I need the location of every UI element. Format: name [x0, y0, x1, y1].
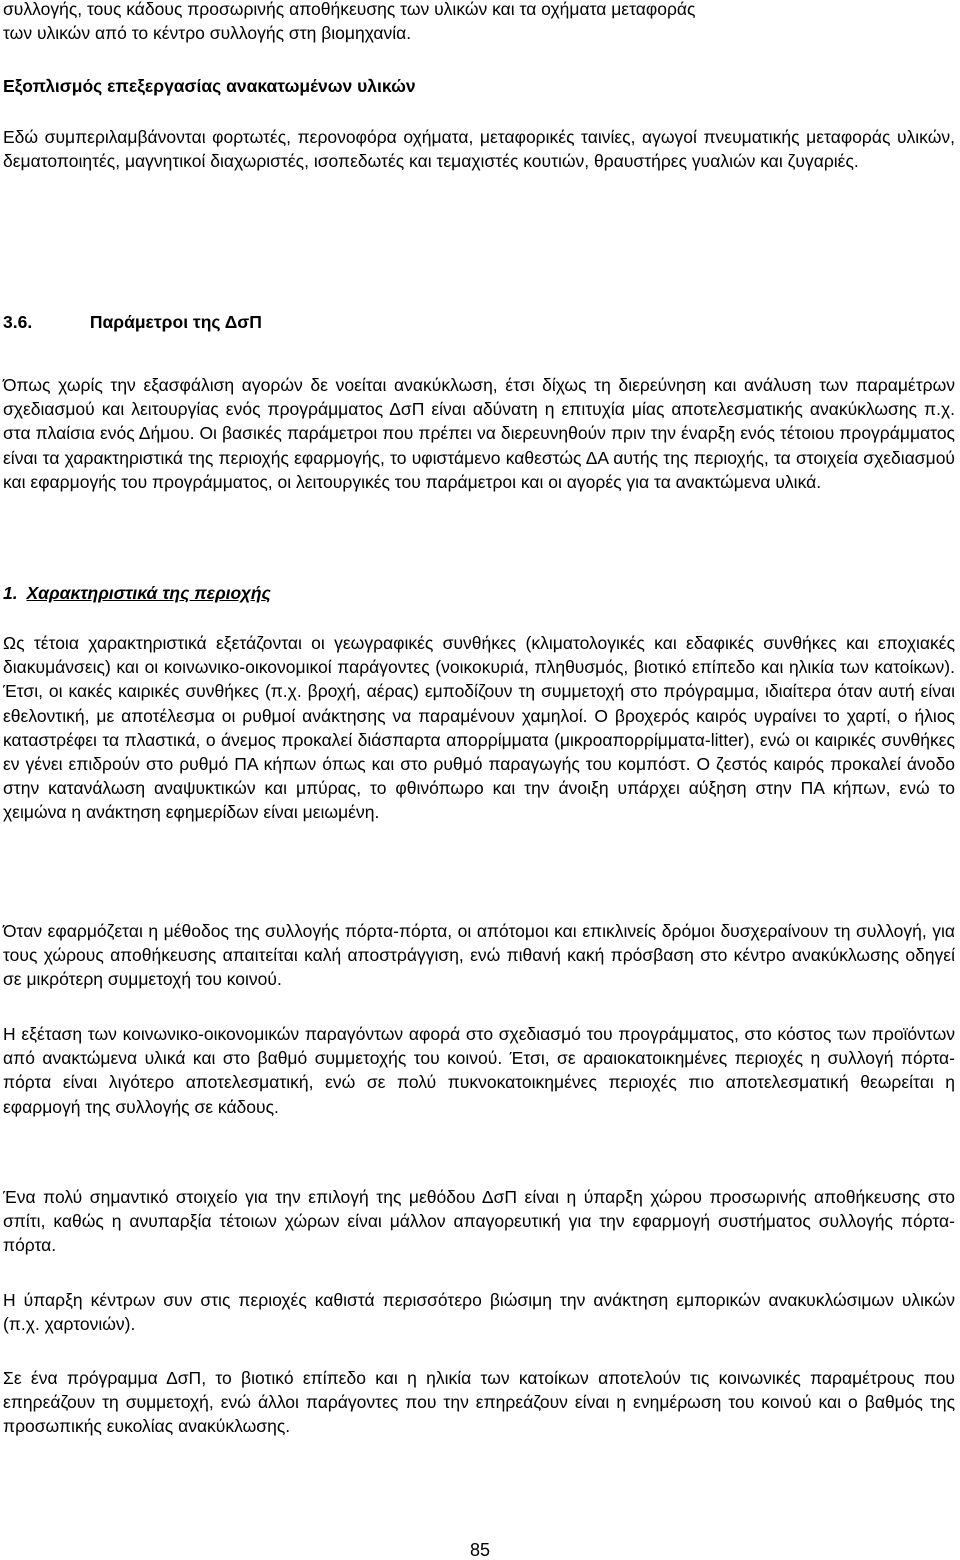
text-line: συλλογής, τους κάδους προσωρινής αποθήκευσης των υλικών και τα οχήματα μεταφοράς: [3, 0, 696, 19]
subsection-number: 1.: [3, 583, 18, 603]
section-title: Παράμετροι της ΔσΠ: [89, 312, 262, 332]
equipment-paragraph: Εδώ συμπεριλαμβάνονται φορτωτές, περονοφόρα οχήματα, μεταφορικές ταινίες, αγωγοί πνευματικής μεταφοράς υλικών, δεματοποιητές, μαγνητικοί διαχωριστές, ισοπεδωτές και τεμαχιστές κουτιών, θραυστήρες γυαλιών και ζυγαριές.: [3, 127, 955, 172]
subsection-title: Χαρακτηριστικά της περιοχής: [26, 583, 271, 603]
page-number: 85: [469, 1540, 491, 1560]
equipment-heading: Εξοπλισμός επεξεργασίας ανακατωμένων υλικών: [3, 76, 416, 96]
continued-paragraph: [3, 0, 955, 45]
text-line: των υλικών από το κέντρο συλλογής στη βιομηχανία.: [3, 23, 412, 44]
paragraph-living-standard: Σε ένα πρόγραμμα ΔσΠ, το βιοτικό επίπεδο και η ηλικία των κατοίκων αποτελούν τις κοινωνικές παραμέτρους που επηρεάζουν τη συμμετοχή, ενώ άλλοι παράγοντες που την επηρεάζουν είναι η ενημέρωση του κοινού και ο βαθμός της προσωπικής ευκολίας ανακύκλωσης.: [3, 1368, 955, 1437]
section-number: 3.6.: [3, 312, 33, 332]
paragraph-door-to-door: Όταν εφαρμόζεται η μέθοδος της συλλογής πόρτα-πόρτα, οι απότομοι και επικλινείς δρόμοι δυσχεραίνουν τη συλλογή, για τους χώρους αποθήκευσης απαιτείται καλή αποστράγγιση, ενώ πιθανή κακή πρόσβαση στο κέντρο ανακύκλωσης οδηγεί σε μικρότερη συμμετοχή του κοινού.: [3, 921, 955, 990]
paragraph-characteristics: Ως τέτοια χαρακτηριστικά εξετάζονται οι γεωγραφικές συνθήκες (κλιματολογικές και εδαφικές συνθήκες και εποχιακές διακυμάνσεις) και οι κοινωνικο-οικονομικοί παράγοντες (νοικοκυριά, πληθυσμός, βιοτικό επίπεδο και ηλικία των κατοίκων). Έτσι, οι κακές καιρικές συνθήκες (π.χ. βροχή, αέρας) εμποδίζουν τη συμμετοχή στο πρόγραμμα, ιδιαίτερα όταν αυτή είναι εθελοντική, με αποτέλεσμα οι ρυθμοί ανάκτησης να παραμένουν χαμηλοί. Ο βροχερός καιρός υγραίνει το χαρτί, ο ήλιος καταστρέφει τα πλαστικά, ο άνεμος προκαλεί διάσπαρτα απορρίμματα (μικροαπορρίμματα-litter), ενώ οι καιρικές συνθήκες εν γένει επιδρούν στο ρυθμό ΠΑ κήπων όπως και στο ρυθμό παραγωγής του κομπόστ. Ο ζεστός καιρός προκαλεί άνοδο στην κατανάλωση αναψυκτικών και μπύρας, το φθινόπωρο και την άνοιξη υπάρχει αύξηση στην ΠΑ κήπων, ενώ το χειμώνα η ανάκτηση εφημερίδων είναι μειωμένη.: [3, 633, 955, 823]
subsection-heading: [3, 581, 955, 605]
paragraph-socioeconomic: Η εξέταση των κοινωνικο-οικονομικών παραγόντων αφορά στο σχεδιασμό του προγράμματος, στο κόστος των προϊόντων από ανακτώμενα υλικά και στο βαθμό συμμετοχής του κοινού. Έτσι, σε αραιοκατοικημένες περιοχές η συλλογή πόρτα-πόρτα είναι λιγότερο αποτελεσματική, ενώ σε πολύ πυκνοκατοικημένες περιοχές πιο αποτελεσματική θεωρείται η εφαρμογή της συλλογής σε κάδους.: [3, 1024, 955, 1117]
paragraph-storage-space: Ένα πολύ σημαντικό στοιχείο για την επιλογή της μεθόδου ΔσΠ είναι η ύπαρξη χώρου προσωρινής αποθήκευσης στο σπίτι, καθώς η ανυπαρξία τέτοιων χώρων είναι μάλλον απαγορευτική για την εφαρμογή συστήματος συλλογής πόρτα-πόρτα.: [3, 1187, 955, 1256]
intro-paragraph: Όπως χωρίς την εξασφάλιση αγορών δε νοείται ανακύκλωση, έτσι δίχως τη διερεύνηση και ανάλυση των παραμέτρων σχεδιασμού και λειτουργίας ενός προγράμματος ΔσΠ είναι αδύνατη η επιτυχία μίας αποτελεσματικής ανακύκλωσης π.χ. στα πλαίσια ενός Δήμου. Οι βασικές παράμετροι που πρέπει να διερευνηθούν πριν την έναρξη ενός τέτοιου προγράμματος είναι τα χαρακτηριστικά της περιοχής εφαρμογής, το υφιστάμενο καθεστώς ΔΑ αυτής της περιοχής, τα στοιχεία σχεδιασμού και εφαρμογής του προγράμματος, οι λειτουργικές του παράμετροι και οι αγορές για τα ανακτώμενα υλικά.: [3, 375, 955, 492]
section-heading: [3, 310, 955, 334]
paragraph-centres: Η ύπαρξη κέντρων συν στις περιοχές καθιστά περισσότερο βιώσιμη την ανάκτηση εμπορικών ανακυκλώσιμων υλικών (π.χ. χαρτονιών).: [3, 1290, 955, 1335]
